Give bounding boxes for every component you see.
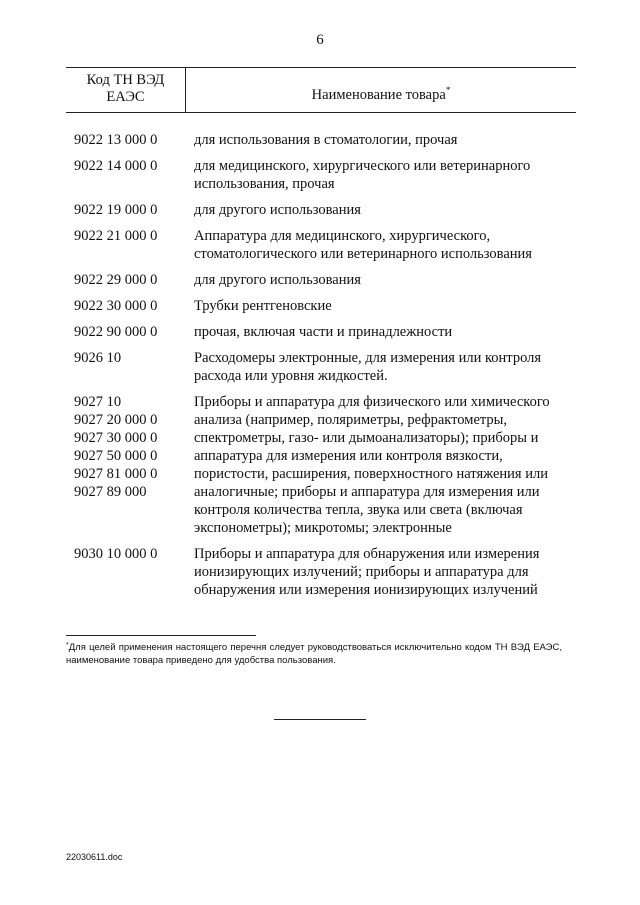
- document-id: 22030611.doc: [66, 852, 123, 862]
- row-description: Приборы и аппаратура для обнаружения или измерения ионизирующих излучений; приборы и аппаратура для обнаружения или измерения ионизирующих излучений: [194, 546, 540, 598]
- row-codes: [66, 201, 190, 219]
- header-code-label: Код ТН ВЭД ЕАЭС: [66, 68, 186, 112]
- table-row: [66, 297, 576, 315]
- row-code: 9022 14 000 0: [74, 158, 158, 174]
- footnote-divider: [66, 635, 256, 636]
- footnote: [66, 639, 562, 667]
- row-code: 9022 13 000 0: [74, 132, 158, 148]
- row-description: для использования в стоматологии, прочая: [194, 132, 458, 148]
- row-description: прочая, включая части и принадлежности: [194, 324, 453, 340]
- page-number: 6: [316, 32, 324, 48]
- header-name-label: Наименование товара: [311, 87, 446, 103]
- table-row: [66, 227, 576, 263]
- table-header: [66, 67, 576, 113]
- table-row: [66, 157, 576, 193]
- row-codes: [66, 157, 190, 193]
- table-row: [66, 323, 576, 341]
- row-code: 9027 30 000 0: [74, 430, 158, 446]
- row-code: 9022 90 000 0: [74, 324, 158, 340]
- row-codes: [66, 545, 190, 599]
- goods-table: [66, 67, 576, 607]
- row-codes: [66, 271, 190, 289]
- row-codes: [66, 131, 190, 149]
- row-code: 9026 10: [74, 350, 122, 366]
- table-row: [66, 545, 576, 599]
- row-description: для медицинского, хирургического или ветеринарного использования, прочая: [194, 158, 531, 192]
- header-name-cell: [186, 68, 576, 112]
- table-body: [66, 113, 576, 599]
- row-code: 9027 50 000 0: [74, 448, 158, 464]
- row-codes: [66, 393, 190, 537]
- row-code: 9027 89 000: [74, 484, 147, 500]
- row-code: 9027 81 000 0: [74, 466, 158, 482]
- row-description: Аппаратура для медицинского, хирургического, стоматологического или ветеринарного использования: [194, 228, 532, 262]
- row-codes: [66, 349, 190, 385]
- end-divider: [274, 719, 366, 720]
- table-row: [66, 131, 576, 149]
- row-description: для другого использования: [194, 272, 361, 288]
- row-code: 9030 10 000 0: [74, 546, 158, 562]
- row-code: 9022 30 000 0: [74, 298, 158, 314]
- footnote-text: Для целей применения настоящего перечня следует руководствоваться исключительно кодом ТН ВЭД ЕАЭС, наименование товара приведено для удобства пользования.: [66, 642, 562, 666]
- row-code: 9022 29 000 0: [74, 272, 158, 288]
- row-code: 9027 20 000 0: [74, 412, 158, 428]
- row-codes: [66, 323, 190, 341]
- row-codes: [66, 297, 190, 315]
- footnote-mark: *: [66, 642, 69, 649]
- row-codes: [66, 227, 190, 263]
- row-code: 9027 10: [74, 394, 122, 410]
- row-description: Трубки рентгеновские: [194, 298, 332, 314]
- header-footnote-mark: *: [445, 85, 451, 95]
- table-row: [66, 201, 576, 219]
- row-description: для другого использования: [194, 202, 361, 218]
- row-description: Расходомеры электронные, для измерения или контроля расхода или уровня жидкостей.: [194, 350, 542, 384]
- row-description: Приборы и аппаратура для физического или химического анализа (например, поляриметры, рефрактометры, спектрометры, газо- или дымоанализаторы); приборы и аппаратура для измерения или контроля вязкости, пористости, расширения, поверхностного натяжения или аналогичные; приборы и аппаратура для измерения или контроля количества тепла, звука или света (включая экспонометры); микротомы; электронные: [194, 394, 550, 536]
- table-row: [66, 393, 576, 537]
- table-row: [66, 271, 576, 289]
- row-code: 9022 19 000 0: [74, 202, 158, 218]
- table-row: [66, 349, 576, 385]
- row-code: 9022 21 000 0: [74, 228, 158, 244]
